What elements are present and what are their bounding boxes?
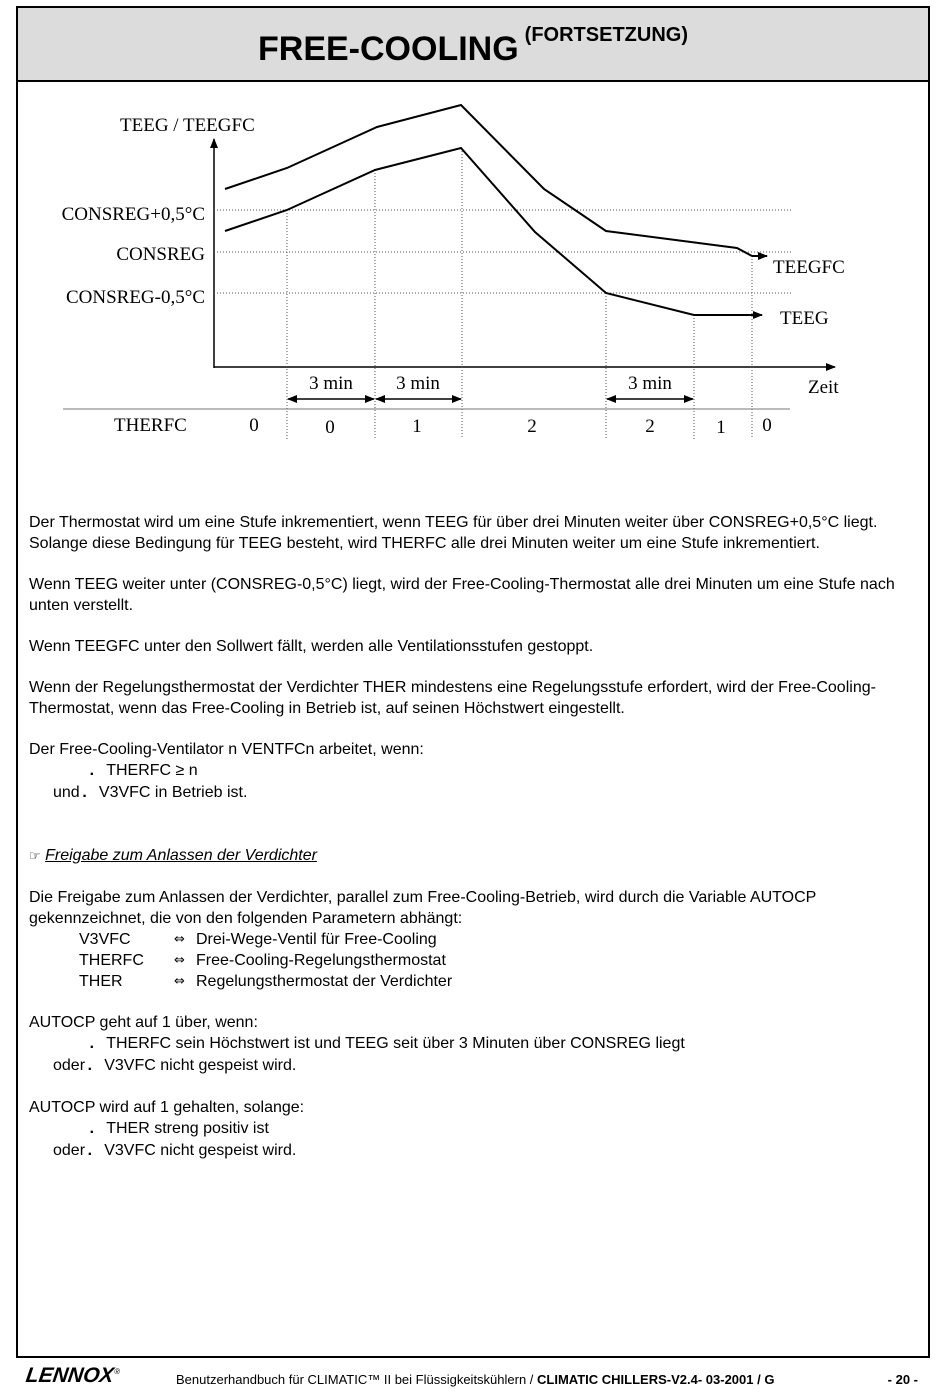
therfc-value: 0 — [325, 417, 335, 438]
list-item: oder. V3VFC nicht gespeist wird. — [53, 1057, 297, 1075]
teeg-label: TEEG — [780, 308, 829, 329]
lennox-logo: LENNOX® — [24, 1364, 121, 1387]
therfc-value: 2 — [527, 416, 537, 437]
paragraph-2: Wenn TEEG weiter unter (CONSREG-0,5°C) liegt, wird der Free-Cooling-Thermostat alle drei Minuten um eine Stufe nach unten verstellt. — [29, 576, 895, 614]
param-row: THERFC ⇔ Free-Cooling-Regelungsthermostat — [79, 952, 446, 969]
param-row: V3VFC ⇔ Drei-Wege-Ventil für Free-Cooling — [79, 931, 437, 948]
list-item: oder. V3VFC nicht gespeist wird. — [53, 1142, 297, 1160]
x-axis-title: Zeit — [808, 377, 839, 398]
therfc-value: 0 — [249, 415, 259, 436]
level-label-consreg-plus: CONSREG+0,5°C — [61, 204, 205, 225]
paragraph-6: Die Freigabe zum Anlassen der Verdichter, parallel zum Free-Cooling-Betrieb, wird durch die Variable AUTOCP gekennzeichnet, die von den folgenden Parametern abhängt: — [29, 889, 817, 927]
page-title: FREE-COOLING — [258, 30, 519, 68]
double-arrow-icon: ⇔ — [174, 932, 185, 947]
interval-label-3: 3 min — [628, 373, 672, 394]
therfc-value: 0 — [762, 415, 772, 436]
body-text — [29, 512, 924, 1162]
paragraph-3: Wenn TEEGFC unter den Sollwert fällt, werden alle Ventilationsstufen gestoppt. — [29, 638, 594, 655]
page-number: - 20 - — [887, 1372, 918, 1387]
therfc-value: 1 — [716, 417, 726, 438]
footer-text: Benutzerhandbuch für CLIMATIC™ II bei Flüssigkeitskühlern / CLIMATIC CHILLERS-V2.4- 03-2001 / G — [176, 1372, 775, 1387]
free-cooling-timing-diagram — [0, 84, 950, 454]
page-footer — [26, 1362, 926, 1392]
section-title: Freigabe zum Anlassen der Verdichter — [45, 847, 317, 864]
therfc-row-label: THERFC — [114, 415, 187, 436]
teeg-curve — [225, 148, 694, 315]
therfc-value: 1 — [412, 416, 422, 437]
level-label-consreg-minus: CONSREG-0,5°C — [65, 287, 205, 308]
level-label-consreg: CONSREG — [116, 244, 205, 265]
double-arrow-icon: ⇔ — [174, 953, 185, 968]
double-arrow-icon: ⇔ — [174, 974, 185, 989]
paragraph-4: Wenn der Regelungsthermostat der Verdichter THER mindestens eine Regelungsstufe erfordert, wird der Free-Cooling-Thermostat, wenn das Free-Cooling in Betrieb ist, auf seinen Höchstwert eingestellt. — [29, 679, 876, 717]
interval-label-2: 3 min — [396, 373, 440, 394]
list-item: und. V3VFC in Betrieb ist. — [53, 784, 248, 802]
list-item: . THERFC sein Höchstwert ist und TEEG seit über 3 Minuten über CONSREG liegt — [87, 1035, 685, 1053]
paragraph-5: Der Free-Cooling-Ventilator n VENTFCn arbeitet, wenn: — [29, 741, 424, 758]
y-axis-title: TEEG / TEEGFC — [120, 115, 255, 136]
paragraph-7: AUTOCP geht auf 1 über, wenn: — [29, 1014, 258, 1031]
paragraph-8: AUTOCP wird auf 1 gehalten, solange: — [29, 1099, 305, 1116]
list-item: . THER streng positiv ist — [87, 1120, 269, 1138]
interval-label-1: 3 min — [309, 373, 353, 394]
section-heading — [29, 845, 924, 867]
param-row: THER ⇔ Regelungsthermostat der Verdichter — [79, 973, 453, 990]
teegfc-label: TEEGFC — [773, 257, 845, 278]
therfc-value: 2 — [645, 416, 655, 437]
page-subtitle: (FORTSETZUNG) — [524, 24, 688, 46]
pointing-hand-icon: ☞ — [29, 849, 41, 864]
page-header — [16, 6, 930, 82]
list-item: . THERFC ≥ n — [87, 762, 198, 780]
paragraph-1: Der Thermostat wird um eine Stufe inkrementiert, wenn TEEG für über drei Minuten weiter über CONSREG+0,5°C liegt. Solange diese Bedingung für TEEG besteht, wird THERFC alle drei Minuten weiter um eine Stufe inkrementiert. — [29, 514, 878, 552]
